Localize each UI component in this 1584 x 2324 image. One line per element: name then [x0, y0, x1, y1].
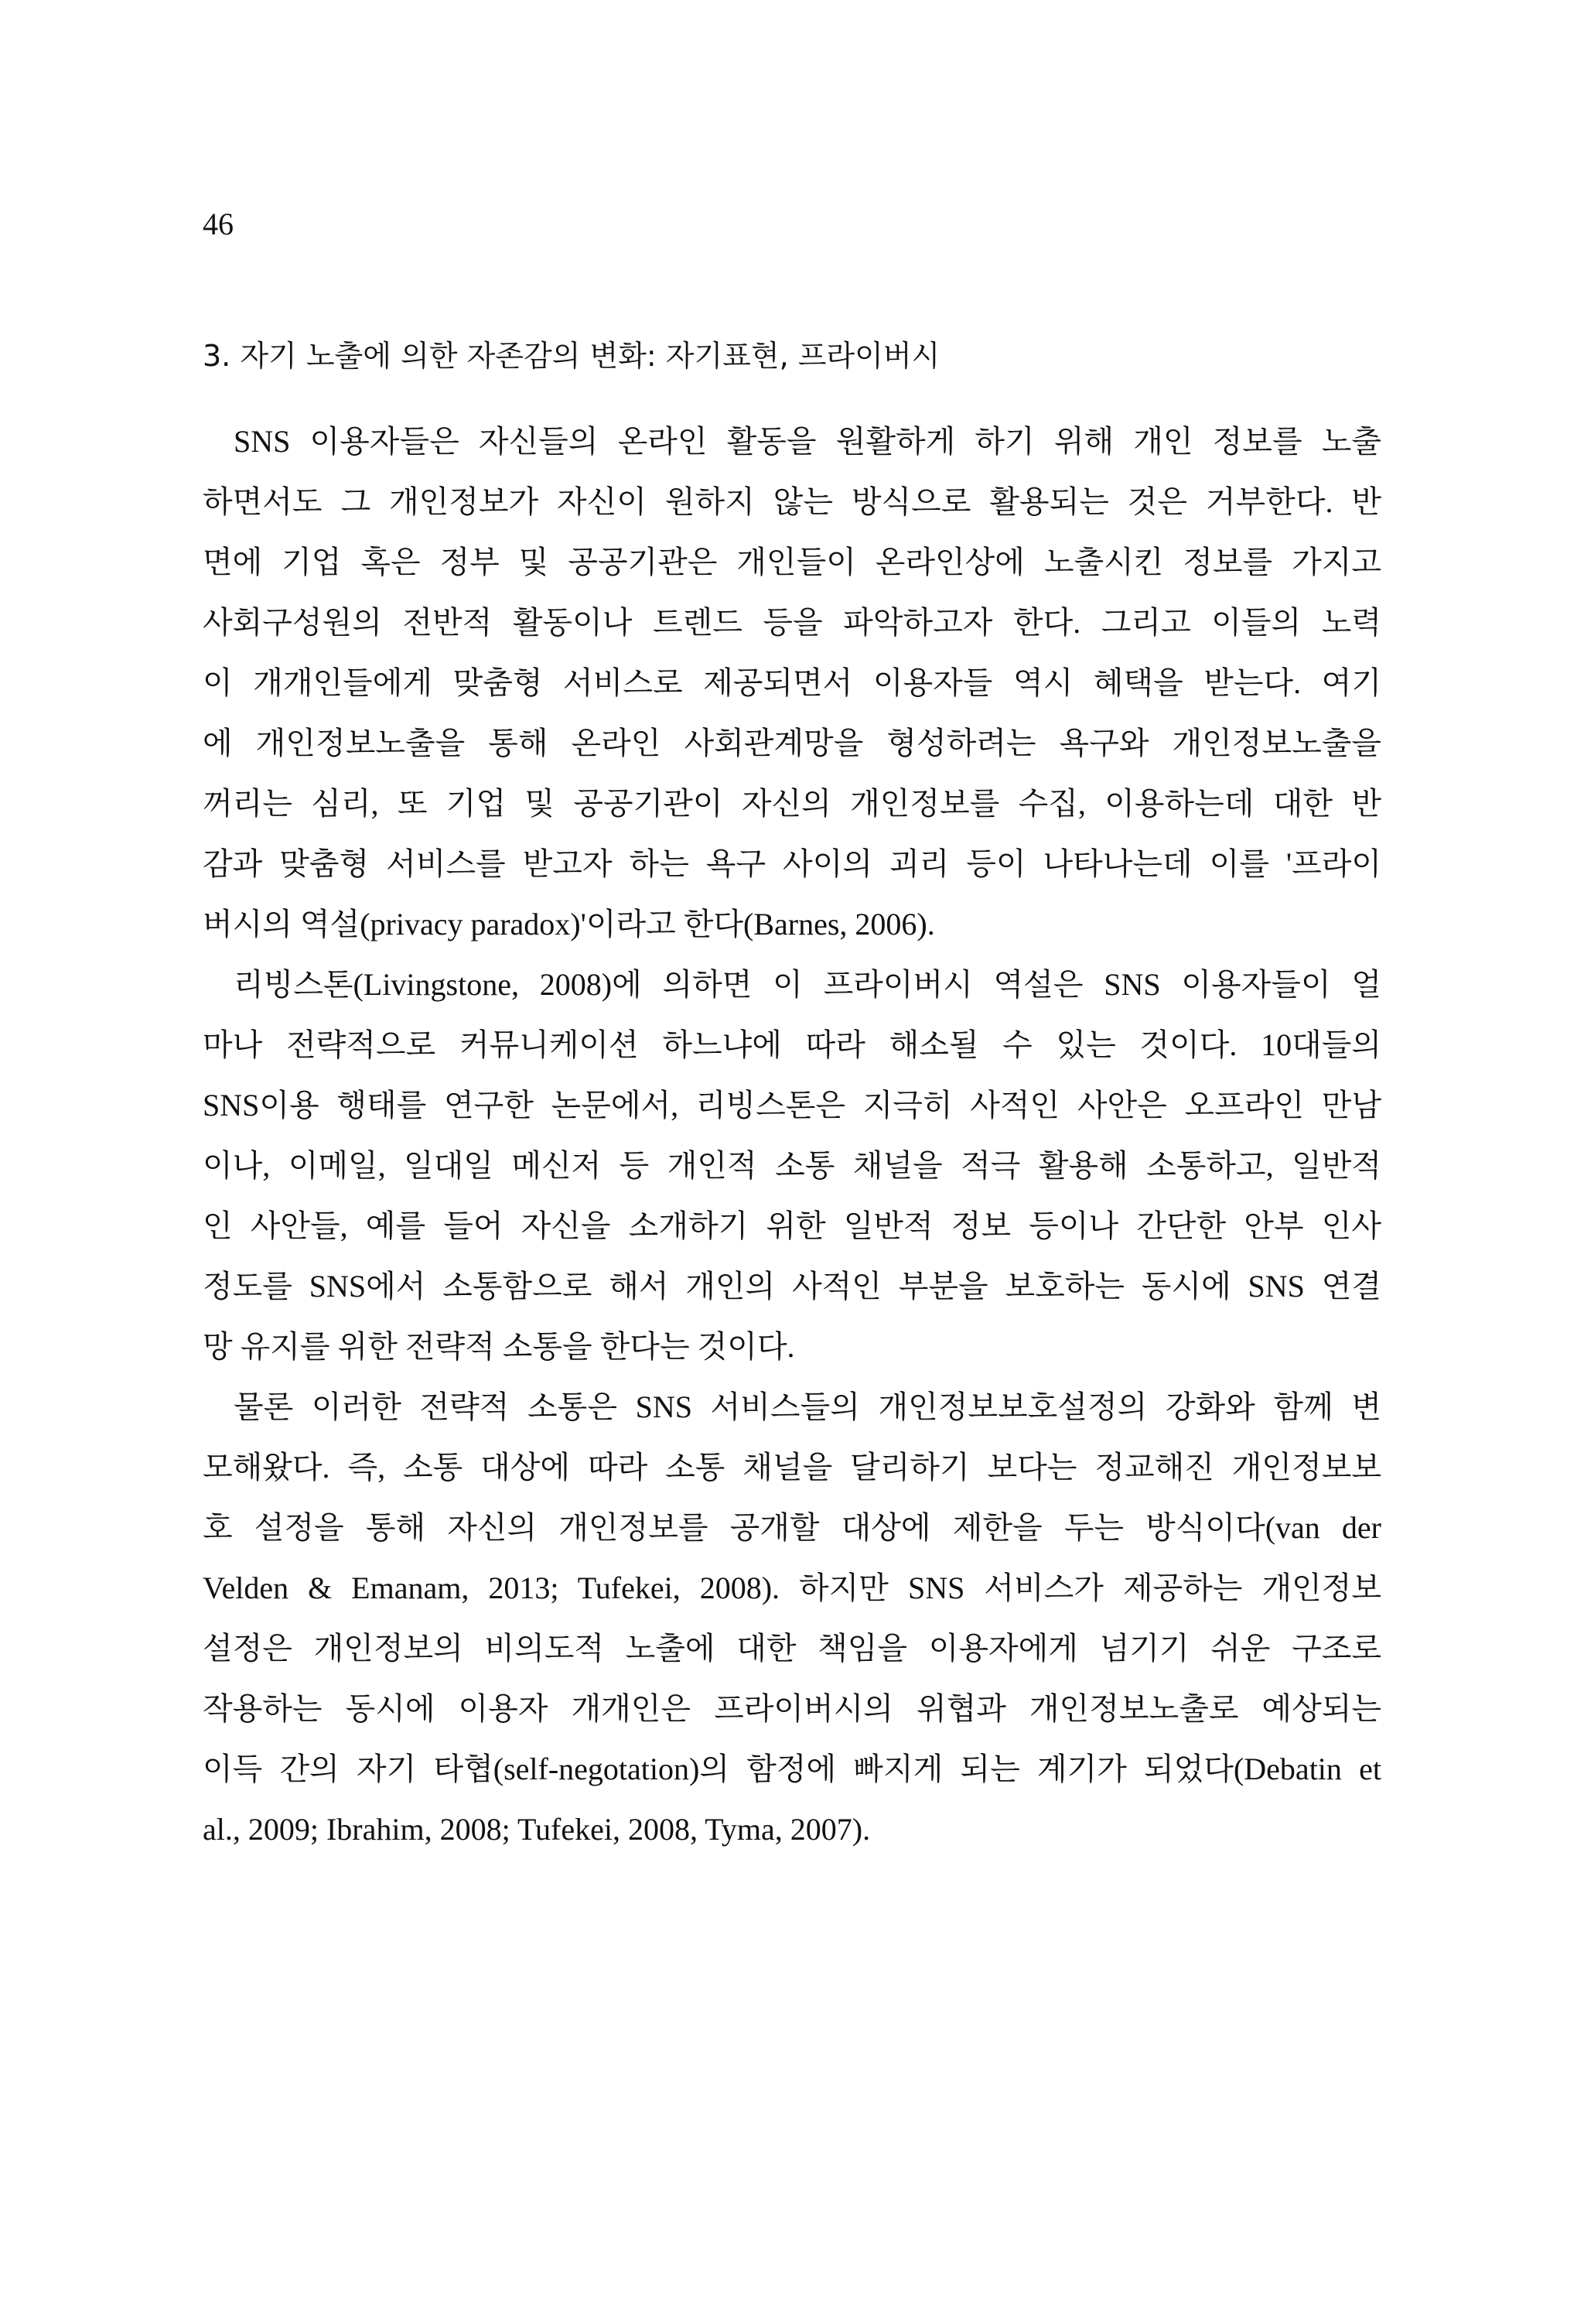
- text-line: 망 유지를 위한 전략적 소통을 한다는 것이다.: [203, 1329, 795, 1364]
- text-line: 마나 전략적으로 커뮤니케이션 하느냐에 따라 해소될 수 있는 것이다. 10대들의: [203, 1027, 1381, 1062]
- paragraph-livingstone: [203, 955, 1381, 1377]
- text-line: 설정은 개인정보의 비의도적 노출에 대한 책임을 이용자에게 넘기기 쉬운 구조로: [203, 1631, 1381, 1666]
- section-heading: 3. 자기 노출에 의한 자존감의 변화: 자기표현, 프라이버시: [203, 339, 940, 373]
- text-line: 작용하는 동시에 이용자 개개인은 프라이버시의 위협과 개인정보노출로 예상되는: [203, 1691, 1381, 1726]
- text-line: 하면서도 그 개인정보가 자신이 원하지 않는 방식으로 활용되는 것은 거부한다. 반: [203, 484, 1381, 519]
- text-line: 정도를 SNS에서 소통함으로 해서 개인의 사적인 부분을 보호하는 동시에 SNS 연결: [203, 1269, 1381, 1304]
- text-line: 버시의 역설(privacy paradox)'이라고 한다(Barnes, 2006).: [203, 907, 935, 942]
- text-line: 인 사안들, 예를 들어 자신을 소개하기 위한 일반적 정보 등이나 간단한 안부 인사: [203, 1208, 1381, 1243]
- text-line: SNS이용 행태를 연구한 논문에서, 리빙스톤은 지극히 사적인 사안은 오프라인 만남: [203, 1088, 1381, 1123]
- text-line: Velden & Emanam, 2013; Tufekei, 2008). 하지만 SNS 서비스가 제공하는 개인정보: [203, 1570, 1381, 1605]
- text-line: 이 개개인들에게 맞춤형 서비스로 제공되면서 이용자들 역시 혜택을 받는다. 여기: [203, 665, 1381, 700]
- text-line: 이득 간의 자기 타협(self-negotation)의 함정에 빠지게 되는 계기가 되었다(Debatin et: [203, 1752, 1381, 1786]
- text-line: 리빙스톤(Livingstone, 2008)에 의하면 이 프라이버시 역설은 SNS 이용자들이 얼: [234, 967, 1381, 1002]
- paragraph-privacy-settings: [203, 1377, 1381, 1860]
- text-line: al., 2009; Ibrahim, 2008; Tufekei, 2008, Tyma, 2007).: [203, 1812, 871, 1847]
- body-text: [203, 412, 1381, 1860]
- text-line: 감과 맞춤형 서비스를 받고자 하는 욕구 사이의 괴리 등이 나타나는데 이를 '프라이: [203, 846, 1381, 881]
- page-number: 46: [203, 207, 234, 241]
- text-line: 이나, 이메일, 일대일 메신저 등 개인적 소통 채널을 적극 활용해 소통하고, 일반적: [203, 1148, 1381, 1183]
- text-line: 에 개인정보노출을 통해 온라인 사회관계망을 형성하려는 욕구와 개인정보노출을: [203, 726, 1381, 760]
- paragraph-privacy-paradox: [203, 412, 1381, 955]
- text-line: 물론 이러한 전략적 소통은 SNS 서비스들의 개인정보보호설정의 강화와 함께 변: [234, 1389, 1381, 1424]
- text-line: 모해왔다. 즉, 소통 대상에 따라 소통 채널을 달리하기 보다는 정교해진 개인정보보: [203, 1450, 1381, 1485]
- text-line: SNS 이용자들은 자신들의 온라인 활동을 원활하게 하기 위해 개인 정보를 노출: [234, 424, 1381, 459]
- text-line: 꺼리는 심리, 또 기업 및 공공기관이 자신의 개인정보를 수집, 이용하는데 대한 반: [203, 786, 1381, 821]
- text-line: 사회구성원의 전반적 활동이나 트렌드 등을 파악하고자 한다. 그리고 이들의 노력: [203, 605, 1381, 640]
- text-line: 면에 기업 혹은 정부 및 공공기관은 개인들이 온라인상에 노출시킨 정보를 가지고: [203, 545, 1381, 579]
- text-line: 호 설정을 통해 자신의 개인정보를 공개할 대상에 제한을 두는 방식이다(van der: [203, 1510, 1381, 1545]
